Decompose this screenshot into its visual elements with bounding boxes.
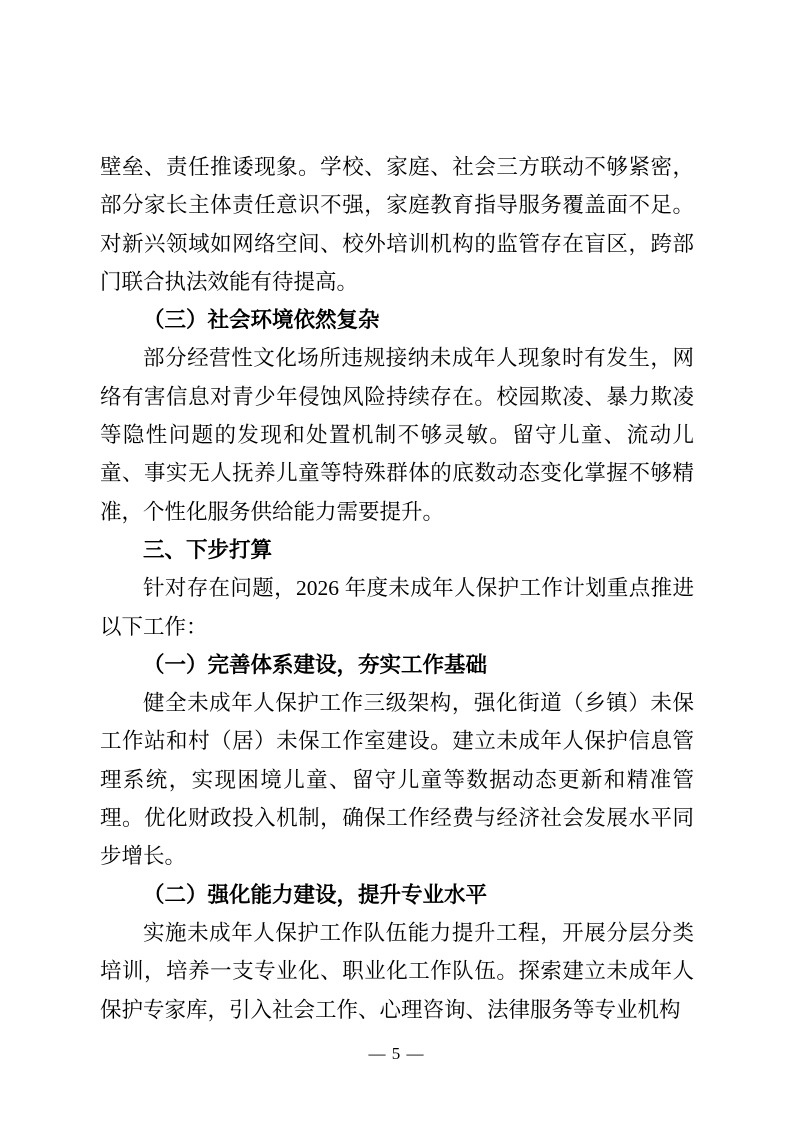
- paragraph-continuation: 壁垒、责任推诿现象。学校、家庭、社会三方联动不够紧密，部分家长主体责任意识不强，家庭教育指导服务覆盖面不足。对新兴领域如网络空间、校外培训机构的监管存在盲区，跨部门联合执法效能有待提高。: [100, 155, 694, 294]
- chapter-heading-next-steps: 三、下步打算: [143, 537, 273, 562]
- section-heading-1: （一）完善体系建设，夯实工作基础: [143, 652, 488, 677]
- section-heading-2: （二）强化能力建设，提升专业水平: [143, 882, 488, 907]
- paragraph: 实施未成年人保护工作队伍能力提升工程，开展分层分类培训，培养一支专业化、职业化工作队伍。探索建立未成年人保护专家库，引入社会工作、心理咨询、法律服务等专业机构: [100, 920, 694, 1022]
- paragraph: 针对存在问题，2026 年度未成年人保护工作计划重点推进以下工作：: [100, 576, 694, 639]
- section-heading-3: （三）社会环境依然复杂: [143, 308, 380, 333]
- paragraph: 健全未成年人保护工作三级架构，强化街道（乡镇）未保工作站和村（居）未保工作室建设。建立未成年人保护信息管理系统，实现困境儿童、留守儿童等数据动态更新和精准管理。优化财政投入机制，确保工作经费与经济社会发展水平同步增长。: [100, 691, 694, 869]
- paragraph: 部分经营性文化场所违规接纳未成年人现象时有发生，网络有害信息对青少年侵蚀风险持续存在。校园欺凌、暴力欺凌等隐性问题的发现和处置机制不够灵敏。留守儿童、流动儿童、事实无人抚养儿童等特殊群体的底数动态变化掌握不够精准，个性化服务供给能力需要提升。: [100, 346, 694, 524]
- page-number: — 5 —: [368, 1044, 425, 1063]
